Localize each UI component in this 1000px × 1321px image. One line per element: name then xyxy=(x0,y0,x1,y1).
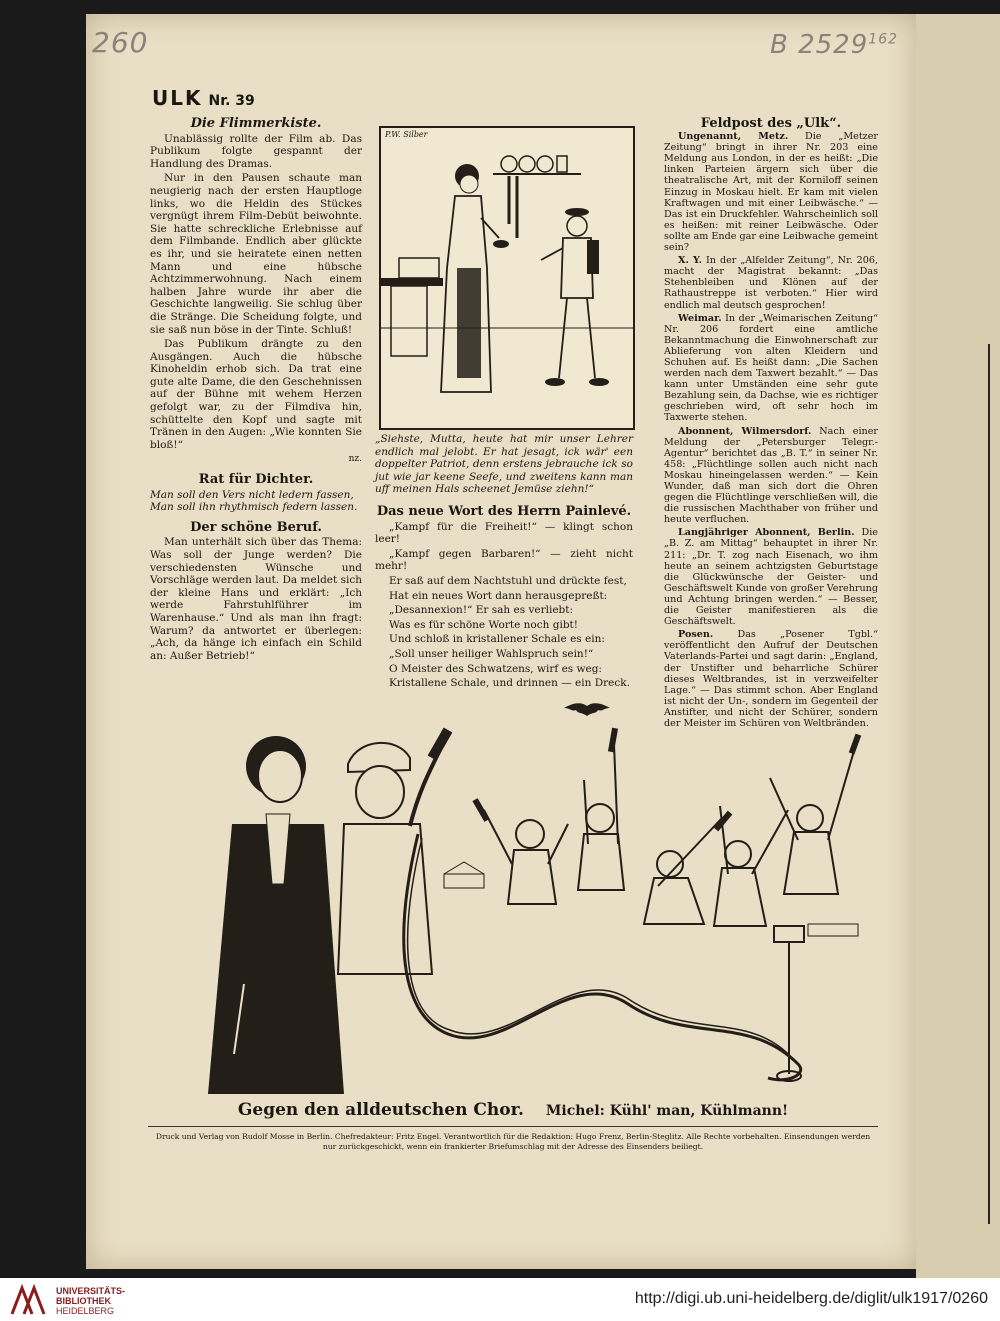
kitchen-cartoon xyxy=(379,126,635,430)
middle-column xyxy=(375,433,633,692)
poem-title: Das neue Wort des Herrn Painlevé. xyxy=(376,503,632,519)
article-title: Rat für Dichter. xyxy=(198,472,314,488)
feldpost-title: Feldpost des „Ulk“. xyxy=(700,116,842,131)
entry-text: In der „Alfelder Zeitung“, Nr. 206, macht der Magistrat bekannt: „Das Stehenbleiben und Klönen auf der Rathaustreppe ist verboten.“ Hier wird endlich mal deutsch gesprochen! xyxy=(664,255,878,311)
issue-number: Nr. 39 xyxy=(208,93,255,109)
cartoon-speaker-line: Michel: Kühl' man, Kühlmann! xyxy=(545,1103,789,1119)
poem-line: Er saß auf dem Nachtstuhl und drückte fest, xyxy=(389,574,627,587)
page-fold-line xyxy=(988,344,996,1224)
viewer-footer xyxy=(0,1278,1000,1321)
couplet-line: Man soll ihn rhythmisch federn lassen. xyxy=(150,501,358,514)
poem-line: Kristallene Schale, und drinnen — ein Dreck. xyxy=(389,677,630,690)
permalink-url[interactable]: http://digi.ub.uni-heidelberg.de/diglit/ulk1917/0260 xyxy=(634,1290,988,1307)
entry-place: Langjähriger Abonnent, Berlin. xyxy=(678,527,855,539)
alldeutscher-chor-cartoon xyxy=(148,714,878,1094)
entry-place: X. Y. xyxy=(678,255,703,267)
pencil-page-number: 260 xyxy=(92,26,149,59)
poem-line: Und schloß in kristallener Schale es ein: xyxy=(389,633,605,646)
article-title: Die Flimmerkiste. xyxy=(190,116,322,131)
feldpost-entry xyxy=(664,313,878,424)
cartoon-caption-text: „Siehste, Mutta, heute hat mir unser Lehrer endlich mal jelobt. Er hat jesagt, ick wär' een doppelter Patriot, denn erstens jebrauche ick so jut wie jar keene Seefe, und zweitens kann man uff meinen Hals scheenet Jemüse ziehn!“ xyxy=(375,433,633,496)
poem-line: „Soll unser heiliger Wahlspruch sein!“ xyxy=(389,647,594,660)
feldpost-entry xyxy=(664,527,878,627)
poem-line: „Kampf für die Freiheit!“ — klingt schon leer! xyxy=(375,520,633,546)
cartoon-signature: P.W. Silber xyxy=(385,130,428,139)
poem-line: O Meister des Schwatzens, wirf es weg: xyxy=(389,662,602,675)
entry-place: Posen. xyxy=(678,629,714,641)
entry-place: Ungenannt, Metz. xyxy=(678,131,789,143)
couplet-line: Man soll den Vers nicht ledern fassen, xyxy=(150,488,354,501)
pencil-shelfmark xyxy=(770,30,898,60)
entry-place: Abonnent, Wilmersdorf. xyxy=(678,425,812,437)
shelfmark-text: B 2529 xyxy=(770,30,869,60)
right-column xyxy=(664,118,878,731)
entry-place: Weimar. xyxy=(678,312,722,324)
masthead-title: ULK xyxy=(152,86,203,110)
article-paragraph: Das Publikum drängte zu den Ausgängen. Auch die hübsche Kinoheldin erhob sich. Da trat eine gute alte Dame, die den Geschehnissen auf der Bühne mit wehem Herzen gefolgt war, zu der Filmdiva hin, schüttelte den Kopf und sagte mit Tränen in den Augen: „Wie konnten Sie bloß!“ xyxy=(150,338,362,451)
article-paragraph: Man unterhält sich über das Thema: Was soll der Junge werden? Die verschiedensten Wünsche und Vorschläge werden laut. Da meldet sich der kleine Hans und erklärt: „Ich werde Fahrstuhlführer im Warenhause.“ Und als man ihn fragt: Warum? da antwortet er überlegen: „Ach, da hänge ich einfach ein Schild an: Außer Betrieb!“ xyxy=(150,536,362,662)
library-name-line: HEIDELBERG xyxy=(56,1306,115,1316)
feldpost-entry xyxy=(664,426,878,526)
big-cartoon-caption xyxy=(148,1100,878,1120)
feldpost-entry xyxy=(664,131,878,253)
poem-line: Was es für schöne Worte noch gibt! xyxy=(389,618,578,631)
left-column xyxy=(150,118,362,664)
entry-text: Nach einer Meldung der „Petersburger Telegr.-Agentur“ berichtet das „B. T.“ in seiner Nr. 458: „Flüchtlinge sollen auch nicht nach Moskau hineingelassen werden.“ — Kein Wunder, daß man sich dort die Ohren gegen die Flüchtlinge verschließen will, die die russischen Machthaber von früher und heute verfluchen. xyxy=(664,425,878,526)
entry-text: Das „Posener Tgbl.“ veröffentlicht den Aufruf der Deutschen Vaterlands-Partei und sagt darin: „England, der Unstifter und beharrliche Schürer dieses Weltbrandes, ist in verzweifelter Lage.“ — Das stimmt schon. Aber England ist nicht der Un-, sondern im Gegenteil der Anstifter, und nicht der Schürer, sondern der Meister im Schüren von Weltbränden. xyxy=(664,629,878,729)
university-library-logo-icon xyxy=(10,1284,50,1316)
adjacent-page-edge xyxy=(916,14,1000,1278)
entry-text: Die „Metzer Zeitung“ bringt in ihrer Nr. 203 eine Meldung aus London, in der es heißt: „Die linken Parteien ärgern sich über die theatralische Art, mit der Korniloff seinen Einzug in Moskau hielt. Er kam mit vielen Kraftwagen und mit einer Leibwäsche.“ — Das ist ein Druckfehler. Wahrscheinlich soll es heißen: mit reiner Leibwäsche. Oder sollte am Ende gar eine Leibwache gemeint sein? xyxy=(664,131,878,254)
poem-line: „Kampf gegen Barbaren!“ — zieht nicht mehr! xyxy=(375,547,633,573)
cartoon-caption xyxy=(375,433,633,496)
library-name-line: UNIVERSITÄTS- xyxy=(56,1286,126,1296)
kitchen-cartoon-drawing xyxy=(381,128,633,428)
imprint: Druck und Verlag von Rudolf Mosse in Berlin. Chefredakteur: Fritz Engel. Verantwortlich für die Redaktion: Hugo Frenz, Berlin-Steglitz. Alle Rechte vorbehalten. Einsendungen werden nur zurückgeschickt, wenn ein frankierter Briefumschlag mit der Adresse des Einsenders beiliegt. xyxy=(155,1132,871,1151)
shelfmark-sup: 162 xyxy=(868,31,899,48)
poem-line: „Desannexion!“ Er sah es verliebt: xyxy=(389,604,574,617)
library-name-line: BIBLIOTHEK xyxy=(56,1296,111,1306)
library-name xyxy=(56,1286,125,1316)
entry-text: Die „B. Z. am Mittag“ behauptet in ihrer Nr. 211: „Dr. T. zog nach Eisenach, wo ihm heute an seinem achtzigsten Geburtstage die Glückwünsche der Geister- und Geschäftswelt Kunde von großer Verehrung und Achtung bringen werden.“ — Besser, die Geister manifestieren als die Geschäftswelt. xyxy=(664,527,878,628)
article-paragraph: Nur in den Pausen schaute man neugierig nach der ersten Hauptloge links, wo die Heldin des Stückes vergnügt ihrem Film-Debüt beiwohnte. Sie hatte schreckliche Erlebnisse auf dem Filmbande. Endlich aber glückte es ihr, und sie heiratete einen netten Mann und eine hübsche Achtzimmerwohnung. Nach einem halben Jahre wurde ihr aber die Geschichte langweilig. Sie schlug über die Stränge. Die Scheidung folgte, und sie saß nun böse in der Tinte. Schluß! xyxy=(150,172,362,336)
cartoon-title: Gegen den alldeutschen Chor. xyxy=(237,1100,524,1120)
article-title: Der schöne Beruf. xyxy=(190,519,322,535)
divider xyxy=(148,1126,878,1127)
poem-line: Hat ein neues Wort dann herausgepreßt: xyxy=(389,589,608,602)
masthead xyxy=(152,86,255,110)
article-paragraph: Unablässig rollte der Film ab. Das Publikum folgte gespannt der Handlung des Dramas. xyxy=(150,132,362,170)
article-signature: nz. xyxy=(348,454,362,465)
entry-text: In der „Weimarischen Zeitung“ Nr. 206 fordert eine amtliche Bekanntmachung die Einwohnerschaft zur Ablieferung von alten Kleidern und Schuhen auf. Es heißt dann: „Die Sachen werden nach dem Taxwert bezahlt.“ — Das kann unter Umständen eine sehr gute Bezahlung sein, da Dachse, wie es richtiger geschrieben wird, oft sehr hoch im Taxwerte stehen. xyxy=(664,312,878,424)
feldpost-entry xyxy=(664,255,878,310)
